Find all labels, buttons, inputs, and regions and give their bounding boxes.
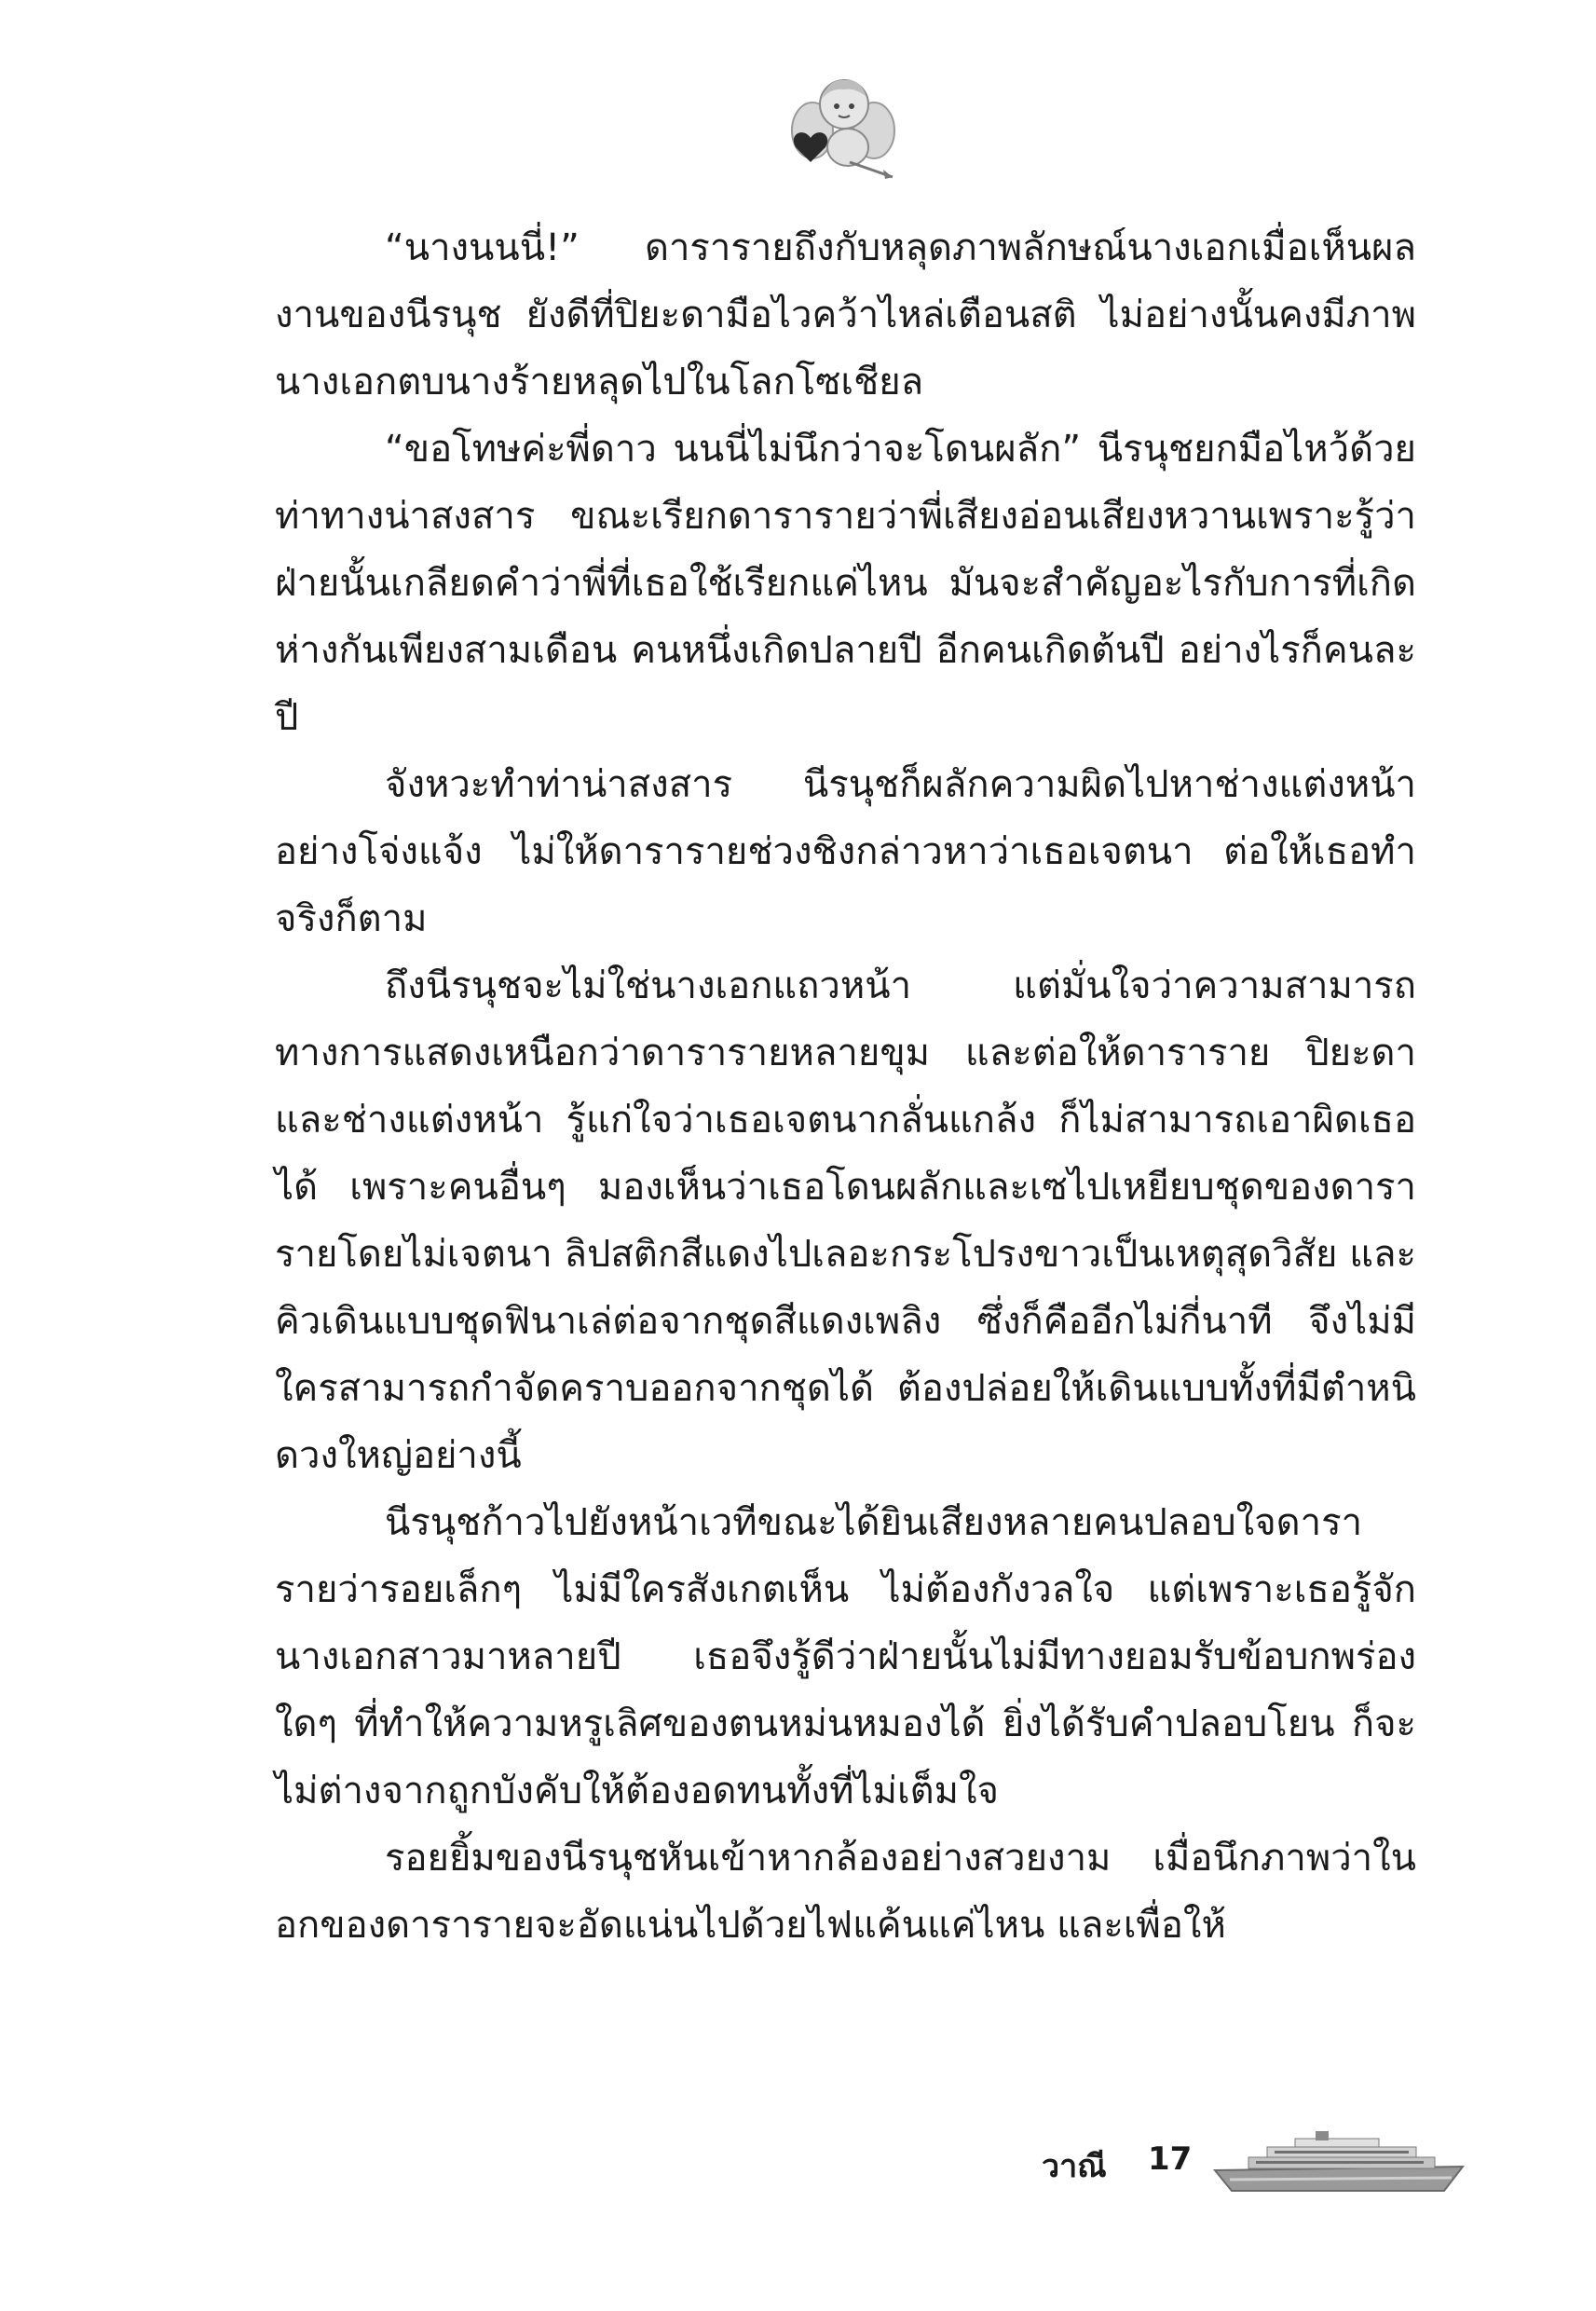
- paragraph: ถึงนีรนุชจะไม่ใช่นางเอกแถวหน้า แต่มั่นใจว่าความสามารถทางการแสดงเหนือกว่าดารารายหลายขุม และต่อให้ดาราราย ปิยะดาและช่างแต่งหน้า รู้แก่ใจว่าเธอเจตนากลั่นแกล้ง ก็ไม่สามารถเอาผิดเธอได้ เพราะคนอื่นๆ มองเห็นว่าเธอโดนผลักและเซไปเหยียบชุดของดารารายโดยไม่เจตนา ลิปสติกสีแดงไปเลอะกระโปรงขาวเป็นเหตุสุดวิสัย และคิวเดินแบบชุดฟินาเล่ต่อจากชุดสีแดงเพลิง ซึ่งก็คืออีกไม่กี่นาที จึงไม่มีใครสามารถกำจัดคราบออกจากชุดได้ ต้องปล่อยให้เดินแบบทั้งที่มีตำหนิดวงใหญ่อย่างนี้: [275, 964, 1416, 1477]
- paragraph: รอยยิ้มของนีรนุชหันเข้าหากล้องอย่างสวยงาม เมื่อนึกภาพว่าในอกของดารารายจะอัดแน่นไปด้วยไฟแค้นแค่ไหน และเพื่อให้: [275, 1837, 1416, 1947]
- paragraph: “นางนนนี่!” ดารารายถึงกับหลุดภาพลักษณ์นางเอกเมื่อเห็นผลงานของนีรนุช ยังดีที่ปิยะดามือไวคว้าไหล่เตือนสติ ไม่อย่างนั้นคงมีภาพนางเอกตบนางร้ายหลุดไปในโลกโซเชียล: [275, 226, 1416, 403]
- cupid-heart-icon: [783, 65, 904, 186]
- page-footer: [0, 2129, 1596, 2204]
- paragraph: “ขอโทษค่ะพี่ดาว นนนี่ไม่นึกว่าจะโดนผลัก” นีรนุชยกมือไหว้ด้วยท่าทางน่าสงสาร ขณะเรียกดารารายว่าพี่เสียงอ่อนเสียงหวานเพราะรู้ว่าฝ่ายนั้นเกลียดคำว่าพี่ที่เธอใช้เรียกแค่ไหน มันจะสำคัญอะไรกับการที่เกิดห่างกันเพียงสามเดือน คนหนึ่งเกิดปลายปี อีกคนเกิดต้นปี อย่างไรก็คนละปี: [275, 428, 1416, 739]
- page-number: 17: [1148, 2140, 1193, 2178]
- paragraph: จังหวะทำท่าน่าสงสาร นีรนุชก็ผลักความผิดไปหาช่างแต่งหน้าอย่างโจ่งแจ้ง ไม่ให้ดารารายช่วงชิงกล่าวหาว่าเธอเจตนา ต่อให้เธอทำจริงก็ตาม: [275, 763, 1416, 940]
- paragraph: นีรนุชก้าวไปยังหน้าเวทีขณะได้ยินเสียงหลายคนปลอบใจดารารายว่ารอยเล็กๆ ไม่มีใครสังเกตเห็น ไม่ต้องกังวลใจ แต่เพราะเธอรู้จักนางเอกสาวมาหลายปี เธอจึงรู้ดีว่าฝ่ายนั้นไม่มีทางยอมรับข้อบกพร่องใดๆ ที่ทำให้ความหรูเลิศของตนหม่นหมองได้ ยิ่งได้รับคำปลอบโยน ก็จะไม่ต่างจากถูกบังคับให้ต้องอดทนทั้งที่ไม่เต็มใจ: [275, 1501, 1416, 1812]
- cruise-ship-icon: [1211, 2129, 1467, 2196]
- book-title: วาณี: [1042, 2148, 1107, 2185]
- chapter-text: [275, 214, 1416, 1959]
